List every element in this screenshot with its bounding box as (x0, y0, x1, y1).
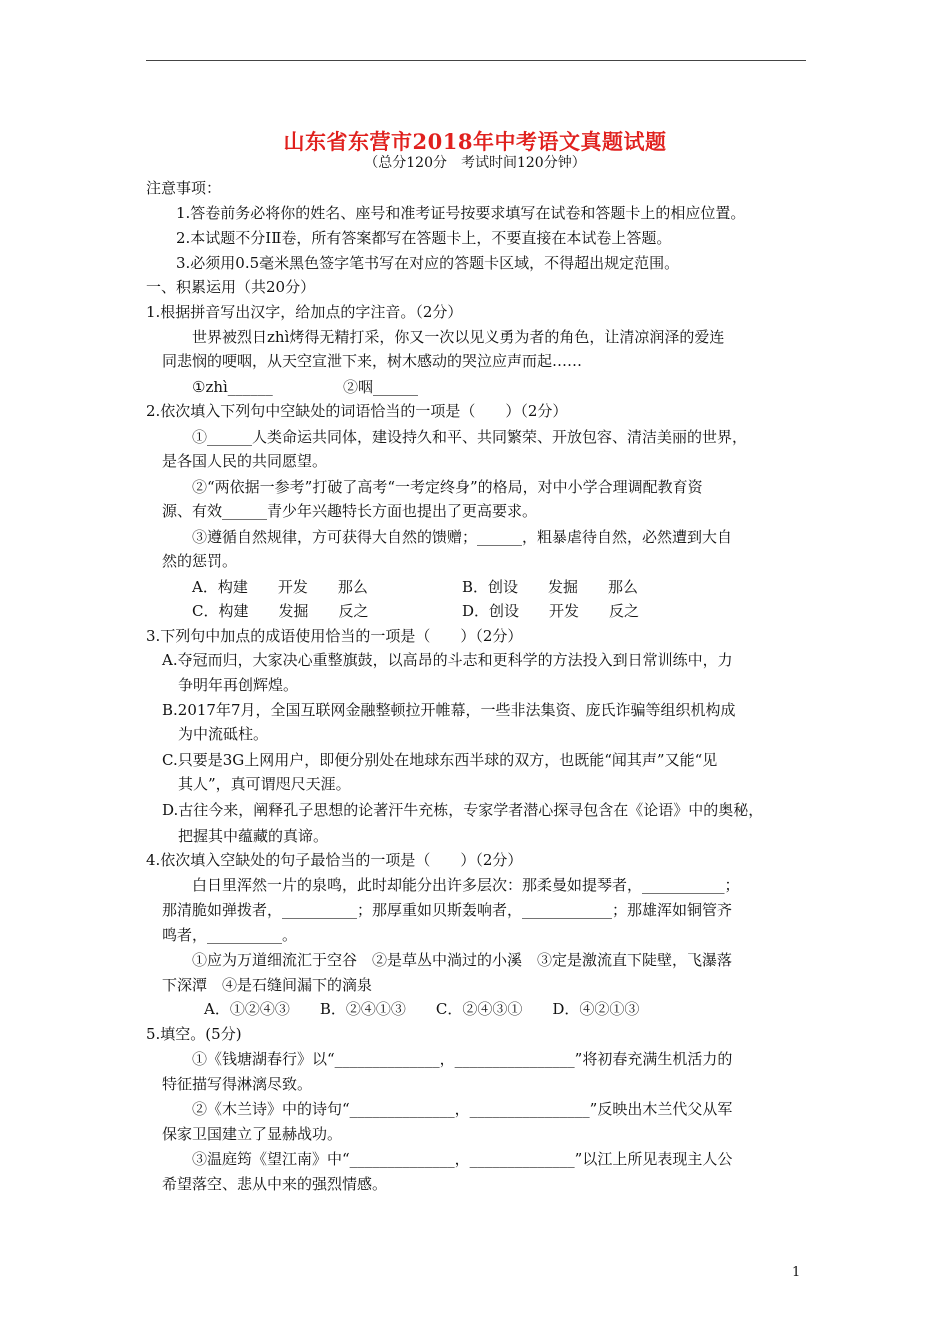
q4-passage-line: 那清脆如弹拨者，__________；那厚重如贝斯轰响者，____________；那雄浑如铜管齐 (162, 901, 733, 919)
q3-option-b-cont: 为中流砥柱。 (178, 725, 269, 743)
q2-sentence: 源、有效______青少年兴趣特长方面也提出了更高要求。 (162, 502, 538, 520)
q4-sentence-options: ①应为万道细流汇于空谷 ②是草丛中淌过的小溪 ③定是激流直下陡壁，飞瀑落 (192, 951, 733, 969)
q2-sentence: 然的惩罚。 (162, 552, 238, 570)
q4-passage-line: 白日里浑然一片的泉鸣，此时却能分出许多层次：那柔曼如提琴者，___________； (192, 876, 740, 894)
q1-passage-line: 世界被烈日zhì烤得无精打采，你又一次以见义勇为者的角色，让清凉润泽的爱连 (192, 328, 725, 346)
q5-item: ②《木兰诗》中的诗句“______________，________________”反映出木兰代父从军 (192, 1100, 733, 1118)
exam-title: 山东省东营市2018年中考语文真题试题 (283, 129, 667, 154)
page-number: 1 (792, 1265, 801, 1280)
section-heading: 一、积累运用（共20分） (146, 278, 316, 296)
q5-item: ③温庭筠《望江南》中“______________，______________”以江上所见表现主人公 (192, 1150, 733, 1168)
q3-option-b: B.2017年7月，全国互联网金融整顿拉开帷幕，一些非法集资、庞氏诈骗等组织机构成 (162, 701, 736, 719)
q4-sentence-options: 下深潭 ④是石缝间漏下的滴泉 (162, 976, 373, 994)
q3-option-c-cont: 其人”，真可谓咫尺天涯。 (178, 775, 351, 793)
notice-item-1: 1.答卷前务必将你的姓名、座号和准考证号按要求填写在试卷和答题卡上的相应位置。 (176, 204, 746, 222)
q2-option-d: D．创设 开发 反之 (462, 602, 640, 620)
q1-blank: ①zhì______ (192, 378, 273, 396)
notice-item-2: 2.本试题不分ⅠⅡ卷，所有答案都写在答题卡上，不要直接在本试卷上答题。 (176, 229, 672, 247)
notice-heading: 注意事项： (146, 179, 222, 197)
q1-passage-line: 同悲悯的哽咽，从天空宣泄下来，树木感动的哭泣应声而起…… (162, 352, 583, 370)
q5-item-cont: 希望落空、悲从中来的强烈情感。 (162, 1175, 388, 1193)
q1-stem: 1.根据拼音写出汉字，给加点的字注音。（2分） (146, 303, 463, 321)
q3-stem: 3.下列句中加点的成语使用恰当的一项是（ ）（2分） (146, 627, 523, 645)
q5-item-cont: 特征描写得淋漓尽致。 (162, 1075, 313, 1093)
q3-option-d: D.古往今来，阐释孔子思想的论著汗牛充栋，专家学者潜心探寻包含在《论语》中的奥秘， (162, 801, 764, 819)
q2-option-a: A．构建 开发 那么 (192, 578, 368, 596)
q3-option-c: C.只要是3G上网用户，即便分别处在地球东西半球的双方，也既能“闻其声”又能“见 (162, 751, 718, 769)
q4-choices: A．①②④③ B．②④①③ C．②④③① D．④②①③ (204, 1000, 640, 1018)
q2-sentence: ③遵循自然规律，方可获得大自然的馈赠；______，粗暴虐待自然，必然遭到大自 (192, 528, 733, 546)
q4-stem: 4.依次填入空缺处的句子最恰当的一项是（ ）（2分） (146, 851, 523, 869)
notice-item-3: 3.必须用0.5毫米黑色签字笔书写在对应的答题卡区域，不得超出规定范围。 (176, 254, 680, 272)
q5-item: ①《钱塘湖春行》以“______________，________________”将初春充满生机活力的 (192, 1050, 733, 1068)
q2-option-b: B．创设 发掘 那么 (462, 578, 639, 596)
q2-sentence: 是各国人民的共同愿望。 (162, 452, 328, 470)
q5-stem: 5.填空。(5分) (146, 1025, 242, 1043)
q2-stem: 2.依次填入下列句中空缺处的词语恰当的一项是（ ）（2分） (146, 402, 568, 420)
q2-sentence: ②“两依据一参考”打破了高考“一考定终身”的格局，对中小学合理调配教育资 (192, 478, 703, 496)
q2-option-c: C．构建 发掘 反之 (192, 602, 369, 620)
q3-option-a-cont: 争明年再创辉煌。 (178, 676, 299, 694)
q1-blank: ②咽______ (343, 378, 419, 396)
q3-option-a: A.夺冠而归，大家决心重整旗鼓，以高昂的斗志和更科学的方法投入到日常训练中，力 (162, 651, 733, 669)
q5-item-cont: 保家卫国建立了显赫战功。 (162, 1125, 343, 1143)
q2-sentence: ①______人类命运共同体，建设持久和平、共同繁荣、开放包容、清洁美丽的世界， (192, 428, 748, 446)
q3-option-d-cont: 把握其中蕴藏的真谛。 (178, 827, 329, 845)
exam-subtitle: （总分120分 考试时间120分钟） (364, 155, 586, 171)
q4-passage-line: 鸣者，__________。 (162, 926, 298, 944)
header-rule (146, 60, 806, 61)
